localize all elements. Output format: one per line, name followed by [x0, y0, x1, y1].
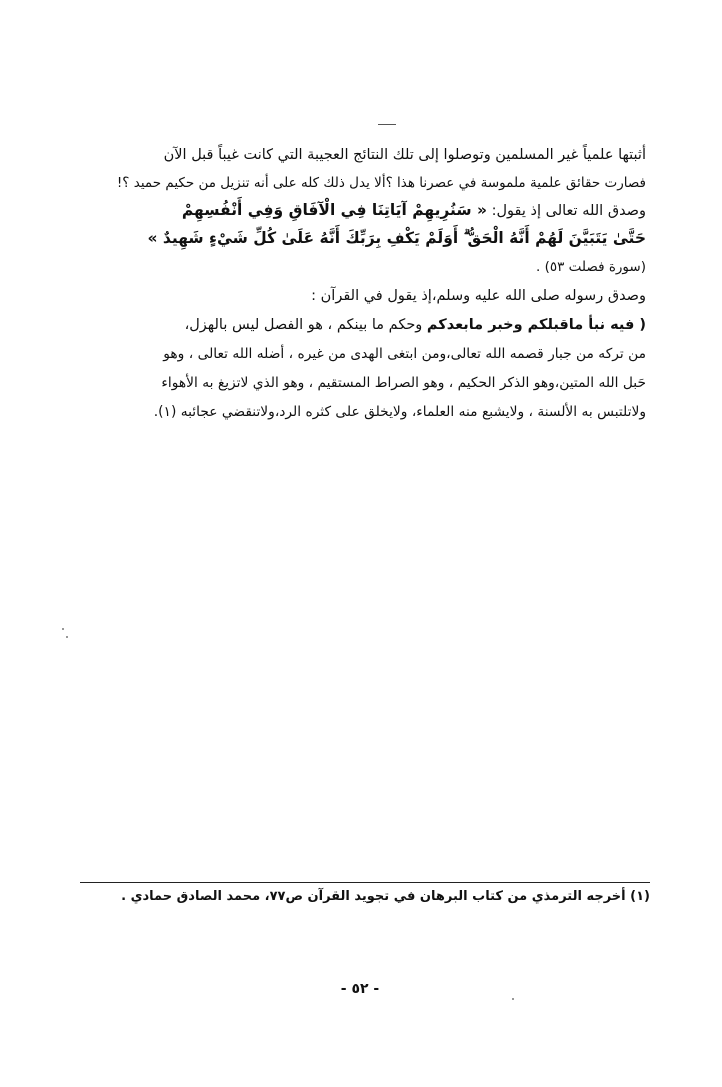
scan-speck	[66, 636, 68, 638]
text-line-3	[78, 197, 646, 223]
scan-speck	[62, 628, 64, 630]
quran-intro: وصدق الله تعالى إذ يقول:	[491, 203, 646, 219]
hadith-bold-start: ( فيه نبأ ماقبلكم وخبر مابعدكم	[426, 317, 646, 333]
top-mark	[378, 124, 396, 125]
text-line-8: من تركه من جبار قصمه الله تعالى،ومن ابتغى الهدى من غيره ، أضله الله تعالى ، وهو	[163, 346, 646, 362]
text-line-10: ولاتلتبس به الألسنة ، ولايشبع منه العلماء، ولايخلق على كثره الرد،ولاتنقضي عجائبه (١).	[153, 404, 646, 420]
text-line-9: حَبل الله المتين،وهو الذكر الحكيم ، وهو الصراط المستقيم ، وهو الذي لاتزيغ به الأهواء	[161, 375, 646, 391]
text-line-6: وصدق رسوله صلى الله عليه وسلم،إذ يقول في القرآن :	[311, 288, 646, 304]
text-line-7	[78, 310, 646, 340]
page-number: - ٥٢ -	[340, 981, 380, 997]
hadith-line-7-rest: وحكم ما بينكم ، هو الفصل ليس بالهزل،	[184, 317, 423, 333]
surah-reference: (سورة فصلت ٥٣) .	[536, 259, 646, 275]
footnote-separator	[80, 882, 650, 883]
quran-verse-end: حَتَّىٰ يَتَبَيَّنَ لَهُمْ أَنَّهُ الْحَقُّ ۗ أَوَلَمْ يَكْفِ بِرَبِّكَ أَنَّهُ عَلَىٰ كُلِّ شَيْءٍ شَهِيدٌ »	[147, 229, 646, 247]
text-line-1: أثبتها علمياً غير المسلمين وتوصلوا إلى تلك النتائج العجيبة التي كانت غيباً قبل الآن	[163, 147, 646, 163]
body-text	[78, 140, 646, 427]
footnote: (١) أخرجه الترمذي من كتاب البرهان في تجويد القرآن ص٧٧، محمد الصادق حمادي .	[121, 889, 650, 904]
text-line-2: فصارت حقائق علمية ملموسة في عصرنا هذا ؟ألا يدل ذلك كله على أنه تنزيل من حكيم حميد ؟!	[116, 175, 646, 191]
quran-verse-start: « سَنُرِيهِمْ آيَاتِنَا فِي الْآفَاقِ وَفِي أَنْفُسِهِمْ	[181, 201, 488, 219]
scan-speck	[512, 998, 514, 1000]
